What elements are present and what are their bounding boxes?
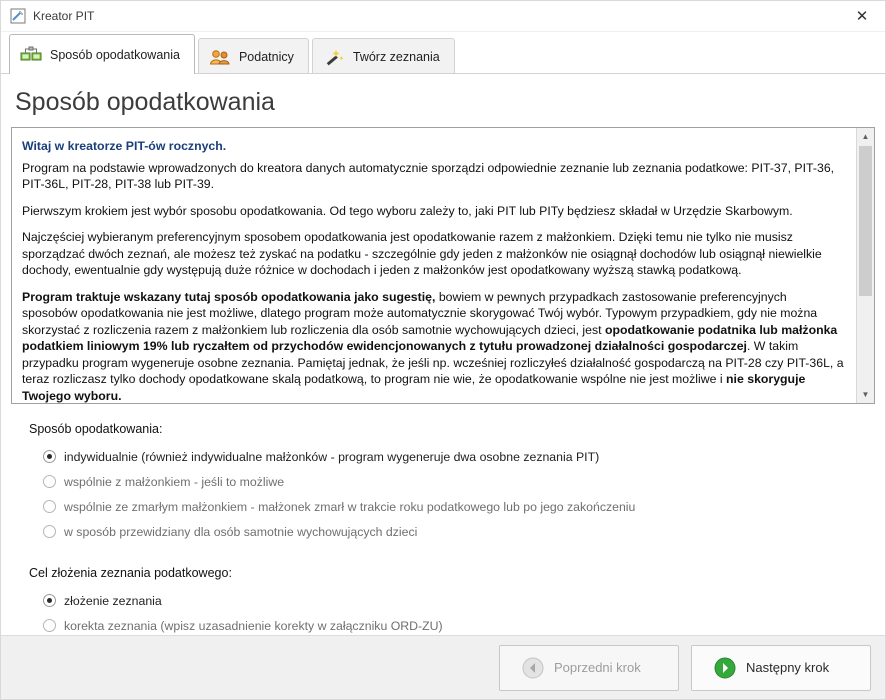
radio-label: korekta zeznania (wpisz uzasadnienie korekty w załączniku ORD-ZU) xyxy=(64,618,443,633)
footer-bar xyxy=(1,635,885,699)
info-text-1: bowiem w pewnych przypadkach zastosowanie preferencyjnych sposobów opodatkowania nie jest możliwe, dlatego program może automatycznie skorygować Twój wybór. Typowym przypadkiem, gdy nie można skorzystać z rozliczenia razem z małżonkiem lub rozliczenia dla osób samotnie wychowujących dzieci, jest xyxy=(22,289,818,337)
previous-step-label: Poprzedni krok xyxy=(554,660,641,675)
radio-row-samotnie-wychowujacy[interactable] xyxy=(29,519,875,544)
radio-label: złożenie zeznania xyxy=(64,593,162,608)
tab-label: Sposób opodatkowania xyxy=(50,47,180,62)
radio-label: w sposób przewidziany dla osób samotnie wychowujących dzieci xyxy=(64,524,418,539)
info-bold-1: Program traktuje wskazany tutaj sposób opodatkowania jako sugestię, xyxy=(22,289,436,304)
next-step-button[interactable] xyxy=(691,645,871,691)
page-header xyxy=(1,74,885,127)
group-label: Cel złożenia zeznania podatkowego: xyxy=(29,566,232,580)
radio-label: indywidualnie (również indywidualne małżonków - program wygeneruje dwa osobne zeznania PIT) xyxy=(64,449,600,464)
radio-row-zlozenie-zeznania[interactable] xyxy=(29,588,875,613)
radio-row-wspolnie-z-malzonkiem[interactable] xyxy=(29,469,875,494)
people-icon xyxy=(209,46,231,68)
info-bold-3: nie skoryguje Twojego wyboru. xyxy=(22,372,806,403)
radio-row-wspolnie-ze-zmarlym-malzonkiem[interactable] xyxy=(29,494,875,519)
radio-row-korekta-zeznania[interactable] xyxy=(29,613,875,635)
info-bold-2: opodatkowanie podatnika lub małżonka podatkiem liniowym 19% lub ryczałtem od przychodów ewidencjonowanych z tytułu prowadzonej działalności gospodarczej xyxy=(22,322,838,353)
tab-tworz-zeznania[interactable] xyxy=(312,38,455,74)
radio-indicator[interactable] xyxy=(43,525,56,538)
tab-sposob-opodatkowania[interactable] xyxy=(9,34,195,74)
radio-label: wspólnie z małżonkiem - jeśli to możliwe xyxy=(64,474,285,489)
tab-podatnicy[interactable] xyxy=(198,38,309,74)
window-title: Kreator PIT xyxy=(33,9,95,23)
info-paragraph-mixed xyxy=(22,289,844,404)
group-cel-zlozenia xyxy=(29,566,875,635)
page-title: Sposób opodatkowania xyxy=(15,88,275,116)
info-paragraph: Program na podstawie wprowadzonych do kreatora danych automatycznie sporządzi odpowiednie zeznanie lub zeznania podatkowe: PIT-37, PIT-36, PIT-36L, PIT-28, PIT-38 lub PIT-39. xyxy=(22,160,835,191)
previous-step-button[interactable] xyxy=(499,645,679,691)
computers-icon xyxy=(20,44,42,66)
scroll-down-icon[interactable]: ▼ xyxy=(857,386,874,403)
next-step-label: Następny krok xyxy=(746,660,830,675)
main-content xyxy=(1,127,885,635)
arrow-left-icon xyxy=(522,657,544,679)
radio-indicator[interactable] xyxy=(43,475,56,488)
radio-indicator[interactable] xyxy=(43,500,56,513)
info-text-2: . W takim przypadku program wygeneruje osobne zeznania. Pamiętaj jednak, że jeśli np. wcześniej rozliczyłeś działalność gospodarczą na PIT-28 czy PIT-36L, a teraz rozliczasz tylko dochody opodatkowane skalą podatkową, to program nie wie, że opodatkowanie wspólne nie jest możliwe i xyxy=(22,339,844,386)
close-icon[interactable]: ✕ xyxy=(855,8,869,25)
scroll-up-icon[interactable]: ▲ xyxy=(857,128,874,145)
tab-label: Twórz zeznania xyxy=(352,49,440,64)
info-paragraph: Najczęściej wybieranym preferencyjnym sposobem opodatkowania jest opodatkowanie razem z małżonkiem. Dzięki temu nie tylko nie musisz sporządzać dwóch zeznań, ale możesz też zyskać na podatku - szczególnie gdy jeden z małżonków nie osiągnął dochodów lub osiągnął niewielkie dochody, ewentualnie gdy występują duże różnice w dochodach i jeden z małżonków jest opodatkowany wyższą stawką podatkową. xyxy=(22,230,822,277)
scrollbar-thumb[interactable] xyxy=(859,146,872,296)
info-text xyxy=(12,128,856,403)
tab-strip xyxy=(1,32,885,74)
app-icon xyxy=(10,8,26,24)
option-groups xyxy=(11,404,875,635)
radio-indicator[interactable] xyxy=(43,450,56,463)
info-scrollbar[interactable] xyxy=(856,128,874,403)
info-paragraph: Pierwszym krokiem jest wybór sposobu opodatkowania. Od tego wyboru zależy to, jaki PIT lub PITy będziesz składał w Urzędzie Skarbowym. xyxy=(22,203,793,218)
group-sposob-opodatkowania xyxy=(29,422,875,544)
magic-wand-icon xyxy=(323,46,345,68)
arrow-right-icon xyxy=(714,657,736,679)
radio-indicator[interactable] xyxy=(43,619,56,632)
radio-indicator[interactable] xyxy=(43,594,56,607)
radio-row-indywidualnie[interactable] xyxy=(29,444,875,469)
radio-label: wspólnie ze zmarłym małżonkiem - małżonek zmarł w trakcie roku podatkowego lub po jego zakończeniu xyxy=(64,499,636,514)
group-label: Sposób opodatkowania: xyxy=(29,422,163,436)
info-lead: Witaj w kreatorze PIT-ów rocznych. xyxy=(22,139,227,153)
info-panel xyxy=(11,127,875,404)
title-bar xyxy=(1,1,885,32)
tab-label: Podatnicy xyxy=(238,49,294,64)
